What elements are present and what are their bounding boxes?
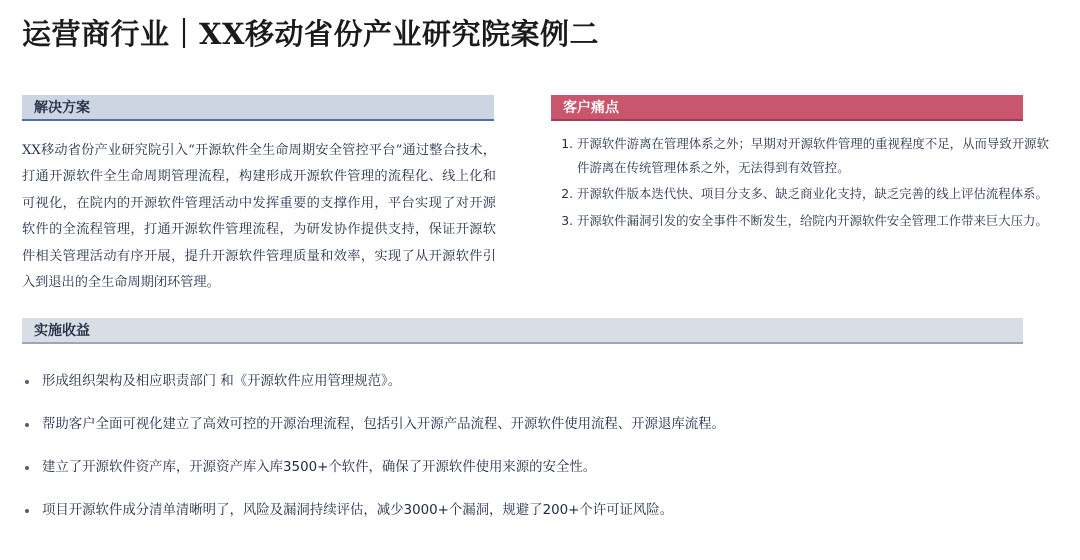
section-header-solution: 解决方案	[22, 95, 494, 121]
page-title: 运营商行业｜XX移动省份产业研究院案例二	[22, 17, 600, 51]
list-item: 1. 开源软件游离在管理体系之外；早期对开源软件管理的重视程度不足，从而导致开源软件游离在传统管理体系之外，无法得到有效管控。	[577, 132, 1049, 180]
list-item: 2. 开源软件版本迭代快、项目分支多、缺乏商业化支持，缺乏完善的线上评估流程体系。	[577, 182, 1049, 206]
list-item: 建立了开源软件资产库，开源资产库入库3500+个软件，确保了开源软件使用来源的安全性。	[22, 458, 1023, 478]
list-item: 帮助客户全面可视化建立了高效可控的开源治理流程，包括引入开源产品流程、开源软件使用流程、开源退库流程。	[22, 415, 1023, 435]
section-header-benefits: 实施收益	[22, 318, 1023, 344]
solution-body-text: XX移动省份产业研究院引入“开源软件全生命周期安全管控平台”通过整合技术，打通开源软件全生命周期管理流程，构建形成开源软件管理的流程化、线上化和可视化，在院内的开源软件管理活动中发挥重要的支撑作用，平台实现了对开源软件的全流程管理，打通开源软件管理流程，为研发协作提供支持，保证开源软件相关管理活动有序开展，提升开源软件管理质量和效率，实现了从开源软件引入到退出的全生命周期闭环管理。	[22, 143, 496, 291]
pain-points-list	[551, 132, 1049, 235]
list-item: 3. 开源软件漏洞引发的安全事件不断发生，给院内开源软件安全管理工作带来巨大压力。	[577, 209, 1049, 233]
list-item: 形成组织架构及相应职责部门 和《开源软件应用管理规范》。	[22, 372, 1023, 392]
section-header-pain-points: 客户痛点	[551, 95, 1023, 121]
benefits-list	[22, 372, 1023, 544]
list-item: 项目开源软件成分清单清晰明了，风险及漏洞持续评估，减少3000+个漏洞，规避了200+个许可证风险。	[22, 501, 1023, 521]
